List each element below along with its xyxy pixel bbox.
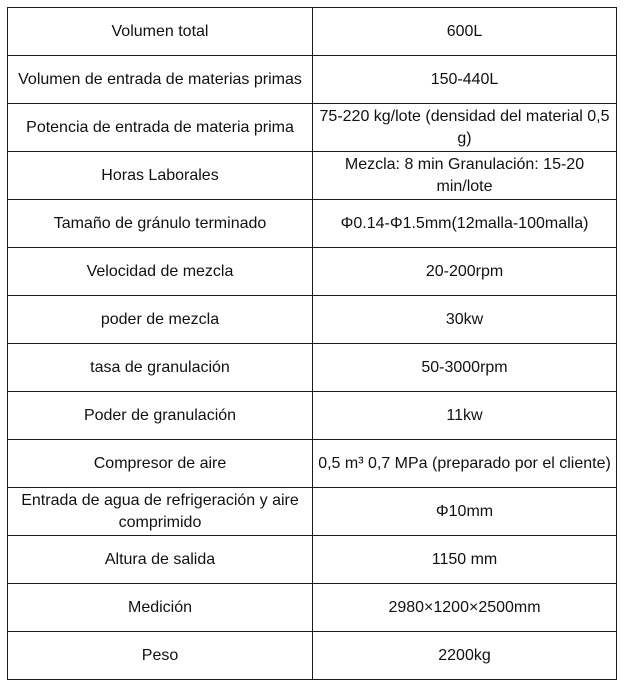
row-value: 30kw <box>313 296 617 344</box>
table-row <box>8 392 617 440</box>
table-row <box>8 200 617 248</box>
table-row <box>8 56 617 104</box>
row-label: Poder de granulación <box>8 392 313 440</box>
row-label: Volumen de entrada de materias primas <box>8 56 313 104</box>
table-row <box>8 584 617 632</box>
table-row <box>8 488 617 536</box>
row-label: Tamaño de gránulo terminado <box>8 200 313 248</box>
row-value: 20-200rpm <box>313 248 617 296</box>
table-row <box>8 440 617 488</box>
row-value: Mezcla: 8 min Granulación: 15-20 min/lote <box>313 152 617 200</box>
row-label: Peso <box>8 632 313 680</box>
table-row <box>8 152 617 200</box>
table-row <box>8 248 617 296</box>
row-value: 0,5 m³ 0,7 MPa (preparado por el cliente) <box>313 440 617 488</box>
row-value: 50-3000rpm <box>313 344 617 392</box>
row-label: poder de mezcla <box>8 296 313 344</box>
row-label: Potencia de entrada de materia prima <box>8 104 313 152</box>
table-row <box>8 344 617 392</box>
row-value: 600L <box>313 8 617 56</box>
row-value: 11kw <box>313 392 617 440</box>
row-label: Volumen total <box>8 8 313 56</box>
row-label: Velocidad de mezcla <box>8 248 313 296</box>
row-label: Horas Laborales <box>8 152 313 200</box>
table-row <box>8 8 617 56</box>
table-row <box>8 632 617 680</box>
row-label: Altura de salida <box>8 536 313 584</box>
row-value: 1150 mm <box>313 536 617 584</box>
table-row <box>8 104 617 152</box>
row-label: Medición <box>8 584 313 632</box>
row-value: 2980×1200×2500mm <box>313 584 617 632</box>
row-label: tasa de granulación <box>8 344 313 392</box>
row-value: 150-440L <box>313 56 617 104</box>
row-label: Compresor de aire <box>8 440 313 488</box>
row-value: Φ10mm <box>313 488 617 536</box>
table-row <box>8 536 617 584</box>
table-row <box>8 296 617 344</box>
spec-table <box>7 7 617 680</box>
row-label: Entrada de agua de refrigeración y aire comprimido <box>8 488 313 536</box>
row-value: 2200kg <box>313 632 617 680</box>
row-value: Φ0.14-Φ1.5mm(12malla-100malla) <box>313 200 617 248</box>
row-value: 75-220 kg/lote (densidad del material 0,5 g) <box>313 104 617 152</box>
